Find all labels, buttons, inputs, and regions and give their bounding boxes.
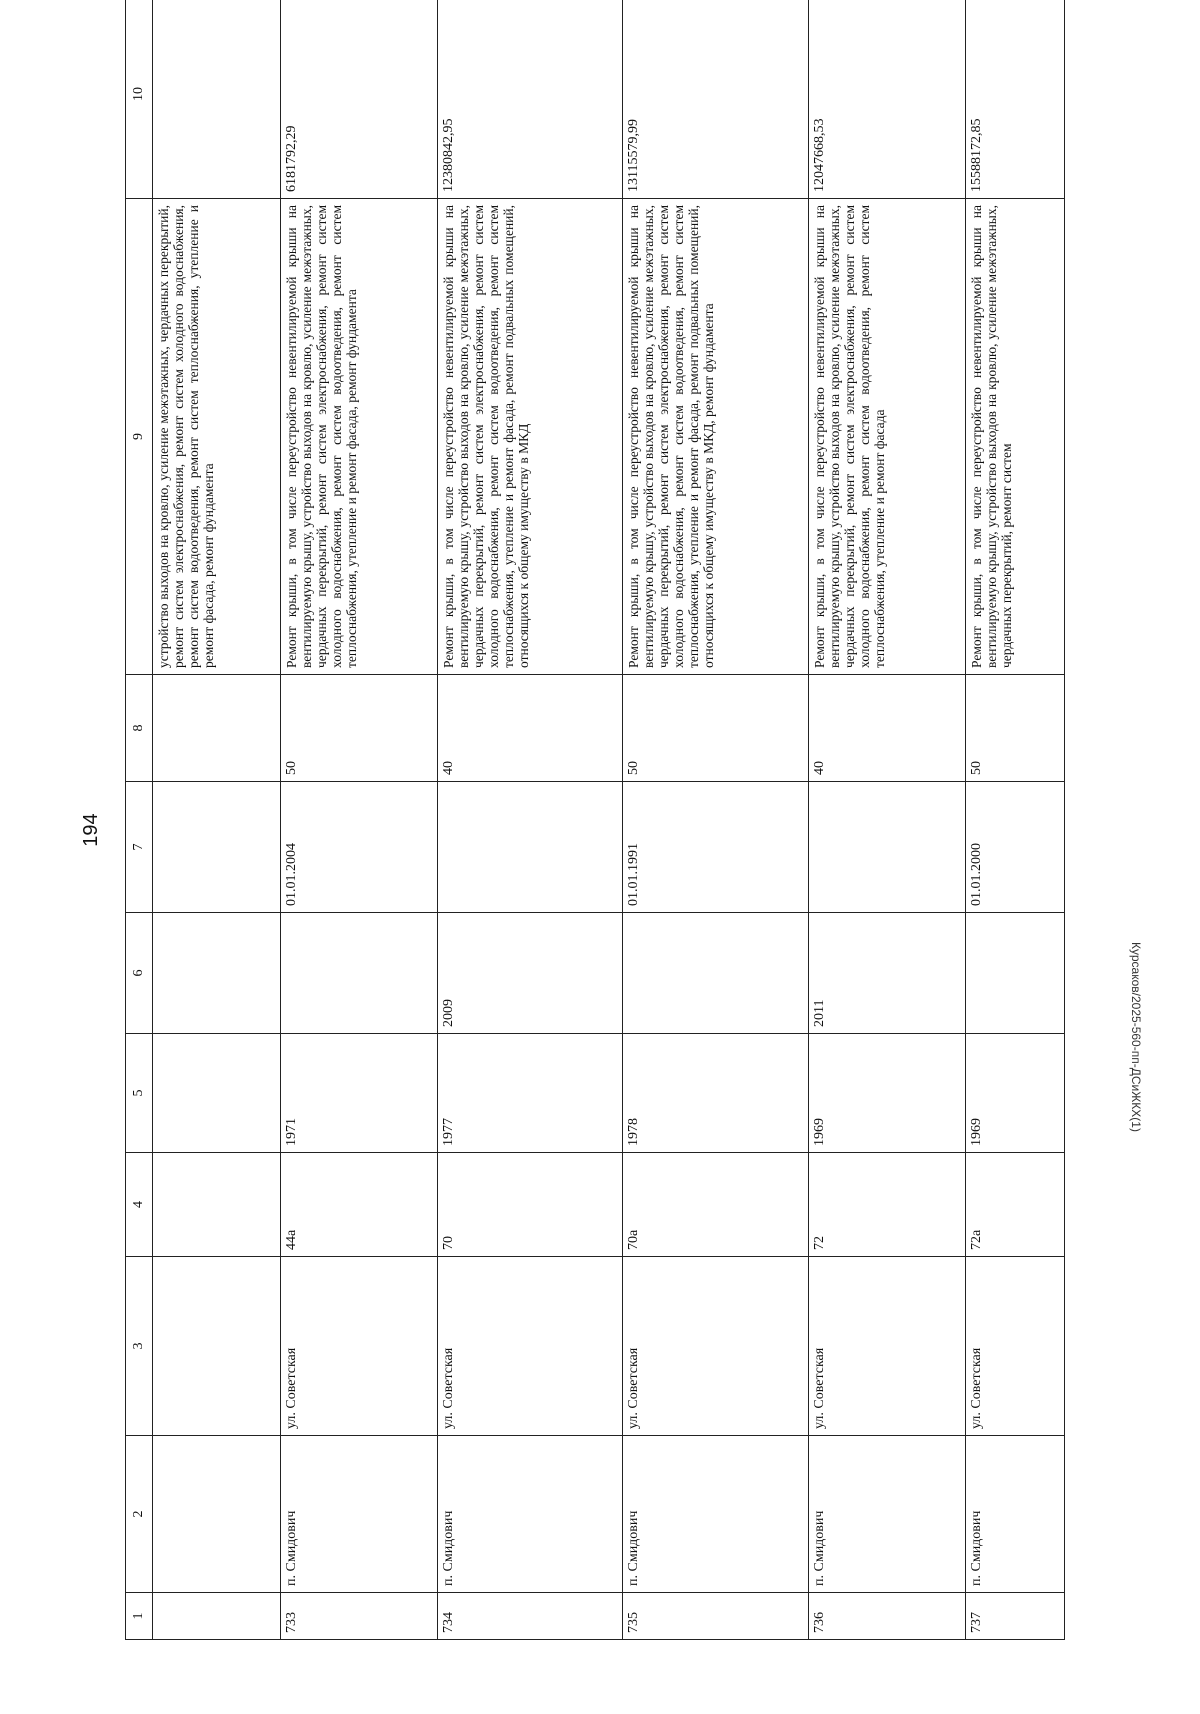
cell-date bbox=[808, 782, 965, 913]
header-col-3: 3 bbox=[126, 1257, 153, 1436]
cell-house: 70а bbox=[623, 1153, 808, 1257]
cell-settlement: п. Смидович bbox=[623, 1436, 808, 1593]
cell-year-repair bbox=[623, 913, 808, 1034]
cell-street: ул. Советская bbox=[808, 1257, 965, 1436]
header-col-4: 4 bbox=[126, 1153, 153, 1257]
table-row bbox=[623, 0, 808, 1640]
header-col-9: 9 bbox=[126, 199, 153, 675]
table-row bbox=[437, 0, 622, 1640]
cell-wear: 50 bbox=[281, 675, 438, 782]
table-wrapper bbox=[125, 70, 1065, 1640]
cell-number: 736 bbox=[808, 1593, 965, 1640]
cell-year-built: 1978 bbox=[623, 1034, 808, 1153]
page-number: 194 bbox=[80, 813, 102, 847]
cell-works: Ремонт крыши, в том числе переустройство невентилируемой крыши на вентилируемую крышу, устройство выходов на кровлю, усиление межэтажных, чердачных перекрытий, ремонт систем электроснабжения, ремонт систем холодного водоснабжения, ремонт систем водоотведения, ремонт систем теплоснабжения, утепление и ремонт фасада, ремонт подвальных помещений, относящихся к общему имуществу в МКД, ремонт фундамента bbox=[623, 199, 808, 675]
header-col-8: 8 bbox=[126, 675, 153, 782]
document-footer: Курсаков/2025-560-пп-ДСиЖКХ(1) bbox=[1129, 942, 1143, 1132]
cell-date bbox=[437, 782, 622, 913]
cell-date: 01.01.2004 bbox=[281, 782, 438, 913]
cell-settlement bbox=[153, 1436, 281, 1593]
cell-house: 44а bbox=[281, 1153, 438, 1257]
header-col-6: 6 bbox=[126, 913, 153, 1034]
rotated-table-container bbox=[125, 70, 1065, 1640]
table-row bbox=[965, 0, 1064, 1640]
header-col-2: 2 bbox=[126, 1436, 153, 1593]
cell-year-built: 1977 bbox=[437, 1034, 622, 1153]
cell-settlement: п. Смидович bbox=[965, 1436, 1064, 1593]
cell-number: 733 bbox=[281, 1593, 438, 1640]
header-col-1: 1 bbox=[126, 1593, 153, 1640]
cell-street: ул. Советская bbox=[623, 1257, 808, 1436]
cell-date: 01.01.1991 bbox=[623, 782, 808, 913]
cell-year-repair: 2009 bbox=[437, 913, 622, 1034]
header-col-5: 5 bbox=[126, 1034, 153, 1153]
cell-number: 735 bbox=[623, 1593, 808, 1640]
header-col-10: 10 bbox=[126, 0, 153, 199]
cell-year-built: 1969 bbox=[965, 1034, 1064, 1153]
repair-program-table bbox=[125, 0, 1065, 1640]
cell-cost: 15588172,85 bbox=[965, 0, 1064, 199]
cell-works: устройство выходов на кровлю, усиление межэтажных, чердачных перекрытий, ремонт систем электроснабжения, ремонт систем холодного водоснабжения, ремонт систем водоотведения, ремонт систем теплоснабжения, утепление и ремонт фасада, ремонт фундамента bbox=[153, 199, 281, 675]
cell-settlement: п. Смидович bbox=[281, 1436, 438, 1593]
cell-street bbox=[153, 1257, 281, 1436]
cell-year-repair bbox=[281, 913, 438, 1034]
table-header-row bbox=[126, 0, 153, 1640]
cell-cost: 6181792,29 bbox=[281, 0, 438, 199]
table-row bbox=[281, 0, 438, 1640]
cell-settlement: п. Смидович bbox=[808, 1436, 965, 1593]
cell-cost bbox=[153, 0, 281, 199]
cell-number: 734 bbox=[437, 1593, 622, 1640]
cell-wear: 40 bbox=[437, 675, 622, 782]
cell-cost: 13115579,99 bbox=[623, 0, 808, 199]
cell-wear: 40 bbox=[808, 675, 965, 782]
cell-house bbox=[153, 1153, 281, 1257]
cell-works: Ремонт крыши, в том числе переустройство невентилируемой крыши на вентилируемую крышу, устройство выходов на кровлю, усиление межэтажных, чердачных перекрытий, ремонт систем bbox=[965, 199, 1064, 675]
cell-cost: 12380842,95 bbox=[437, 0, 622, 199]
cell-year-repair bbox=[965, 913, 1064, 1034]
cell-street: ул. Советская bbox=[437, 1257, 622, 1436]
cell-house: 72 bbox=[808, 1153, 965, 1257]
cell-year-repair: 2011 bbox=[808, 913, 965, 1034]
cell-date: 01.01.2000 bbox=[965, 782, 1064, 913]
table-row bbox=[808, 0, 965, 1640]
cell-number: 737 bbox=[965, 1593, 1064, 1640]
cell-wear bbox=[153, 675, 281, 782]
cell-cost: 12047668,53 bbox=[808, 0, 965, 199]
table-row bbox=[153, 0, 281, 1640]
cell-settlement: п. Смидович bbox=[437, 1436, 622, 1593]
cell-number bbox=[153, 1593, 281, 1640]
cell-year-built: 1971 bbox=[281, 1034, 438, 1153]
cell-house: 70 bbox=[437, 1153, 622, 1257]
cell-works: Ремонт крыши, в том числе переустройство невентилируемой крыши на вентилируемую крышу, устройство выходов на кровлю, усиление межэтажных, чердачных перекрытий, ремонт систем электроснабжения, ремонт систем холодного водоснабжения, ремонт систем водоотведения, ремонт систем теплоснабжения, утепление и ремонт фасада bbox=[808, 199, 965, 675]
cell-street: ул. Советская bbox=[281, 1257, 438, 1436]
cell-works: Ремонт крыши, в том числе переустройство невентилируемой крыши на вентилируемую крышу, устройство выходов на кровлю, усиление межэтажных, чердачных перекрытий, ремонт систем электроснабжения, ремонт систем холодного водоснабжения, ремонт систем водоотведения, ремонт систем теплоснабжения, утепление и ремонт фасада, ремонт фундамента bbox=[281, 199, 438, 675]
cell-year-built: 1969 bbox=[808, 1034, 965, 1153]
cell-street: ул. Советская bbox=[965, 1257, 1064, 1436]
cell-works: Ремонт крыши, в том числе переустройство невентилируемой крыши на вентилируемую крышу, устройство выходов на кровлю, усиление межэтажных, чердачных перекрытий, ремонт систем электроснабжения, ремонт систем холодного водоснабжения, ремонт систем водоотведения, ремонт систем теплоснабжения, утепление и ремонт фасада, ремонт подвальных помещений, относящихся к общему имуществу в МКД bbox=[437, 199, 622, 675]
cell-date bbox=[153, 782, 281, 913]
cell-year-repair bbox=[153, 913, 281, 1034]
cell-wear: 50 bbox=[623, 675, 808, 782]
cell-wear: 50 bbox=[965, 675, 1064, 782]
cell-year-built bbox=[153, 1034, 281, 1153]
cell-house: 72а bbox=[965, 1153, 1064, 1257]
header-col-7: 7 bbox=[126, 782, 153, 913]
